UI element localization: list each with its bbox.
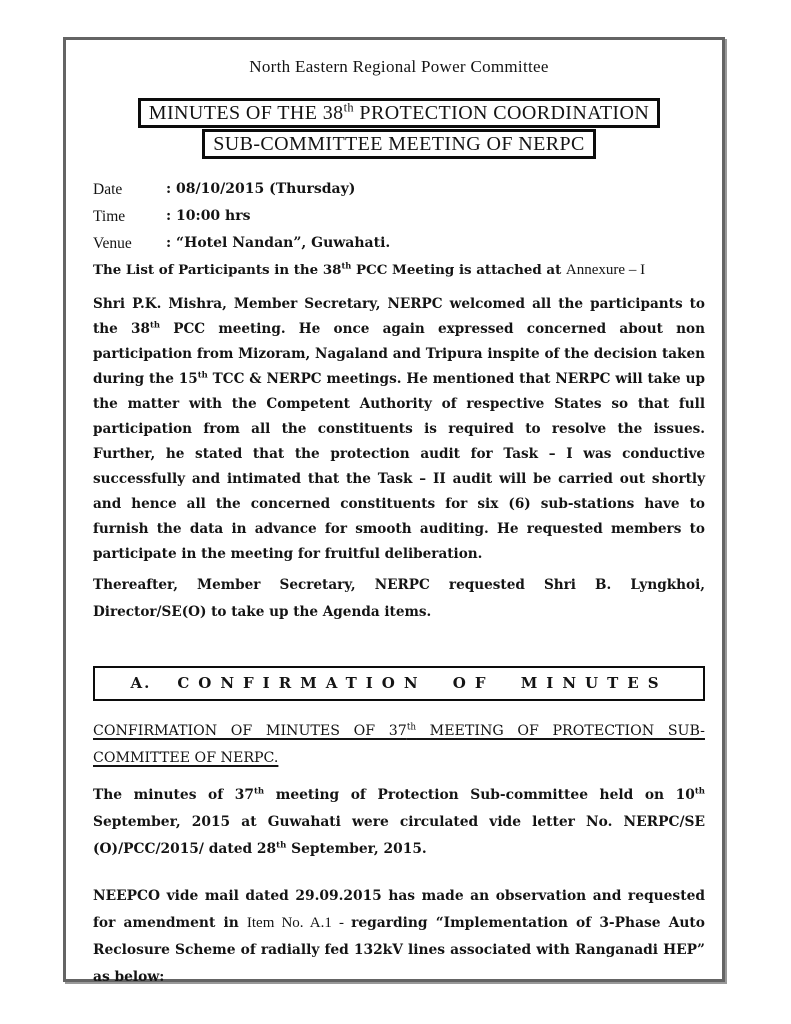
section-letter: A. <box>130 674 152 692</box>
paragraph-text: Shri P.K. Mishra, Member Secretary, NERPC welcomed all the participants to the 38 <box>93 296 705 337</box>
paragraph-agenda-handover: Thereafter, Member Secretary, NERPC requested Shri B. Lyngkhoi, Director/SE(O) to take up the Agenda items. <box>93 577 705 620</box>
meta-value: : 10:00 hrs <box>166 208 251 224</box>
title-text: MINUTES OF THE 38 <box>148 102 344 124</box>
paragraph-neepco-observation <box>93 883 705 991</box>
document-title <box>93 98 705 159</box>
confirmation-subheading <box>93 718 705 772</box>
paragraph-text: The minutes of 37 <box>93 787 254 803</box>
paragraph-text: TCC & NERPC meetings. He mentioned that NERPC will take up the matter with the Competent Authority of respective States so that full participation from all the constituents is required to resolve the issues. Further, he stated that the protection audit for Task – I was conductive successfully and intimated that the Task – II audit will be carried out shortly and hence all the concerned constituents for six (6) sub-stations have to furnish the data in advance for smooth auditing. He requested members to participate in the meeting for fruitful deliberation. <box>93 371 705 562</box>
organization-name: North Eastern Regional Power Committee <box>249 57 549 76</box>
paragraph-welcome <box>93 292 705 567</box>
subheading-text: MEETING OF PROTECTION SUB- <box>416 723 705 739</box>
subheading-text: CONFIRMATION OF MINUTES OF 37 <box>93 723 407 739</box>
ordinal-superscript: th <box>694 786 705 797</box>
paragraph-text: PCC meeting. He once again expressed concerned about non participation from Mizoram, Nagaland and Tripura inspite of the decision taken during the 15 <box>93 321 705 387</box>
ordinal-superscript: th <box>341 260 352 271</box>
meta-label: Date <box>93 181 123 198</box>
title-box-1 <box>138 98 660 128</box>
paragraph-minutes-circulated <box>93 782 705 863</box>
participants-line <box>93 258 705 283</box>
ordinal-superscript: th <box>149 319 160 330</box>
meta-label: Venue <box>93 235 132 252</box>
item-reference: Item No. A.1 - <box>246 915 352 931</box>
meta-row-time <box>93 203 705 230</box>
ordinal-superscript: th <box>343 100 355 115</box>
meta-value: : 08/10/2015 (Thursday) <box>166 181 356 197</box>
paragraph-text: September, 2015 at Guwahati were circulated vide letter No. NERPC/SE (O)/PCC/2015/ dated 28 <box>93 814 705 857</box>
annexure-reference: Annexure – I <box>565 262 646 278</box>
title-line-1 <box>93 98 705 128</box>
participants-text: The List of Participants in the 38 <box>93 262 342 278</box>
meeting-meta <box>93 176 705 257</box>
ordinal-superscript: th <box>276 840 287 851</box>
title-box-2 <box>202 129 595 159</box>
meta-label: Time <box>93 208 126 225</box>
subheading-line-1 <box>93 718 705 745</box>
paragraph-text: September, 2015. <box>286 841 427 857</box>
section-title: CONFIRMATION OF MINUTES <box>177 674 668 692</box>
section-a-heading-box <box>93 666 705 701</box>
title-line-2 <box>93 128 705 159</box>
title-text: PROTECTION COORDINATION <box>354 102 650 124</box>
document-page <box>63 37 725 985</box>
ordinal-superscript: th <box>406 722 417 733</box>
meta-row-venue <box>93 230 705 257</box>
meta-value: : “Hotel Nandan”, Guwahati. <box>166 235 391 251</box>
paragraph-text: meeting of Protection Sub-committee held on 10 <box>264 787 695 803</box>
ordinal-superscript: th <box>197 369 208 380</box>
paragraph-text: NEEPCO vide mail dated 29.09.2015 has made an observation and requested for amendment in <box>93 888 705 931</box>
paragraph-text: regarding “Implementation of 3-Phase Auto Reclosure Scheme of radially fed 132kV lines associated with Ranganadi HEP” as below: <box>93 915 706 985</box>
meta-row-date <box>93 176 705 203</box>
subheading-text: COMMITTEE OF NERPC. <box>93 750 279 766</box>
subheading-line-2 <box>93 745 705 772</box>
ordinal-superscript: th <box>253 786 265 797</box>
title-text: SUB-COMMITTEE MEETING OF NERPC <box>213 133 585 155</box>
participants-text: PCC Meeting is attached at <box>351 262 566 278</box>
